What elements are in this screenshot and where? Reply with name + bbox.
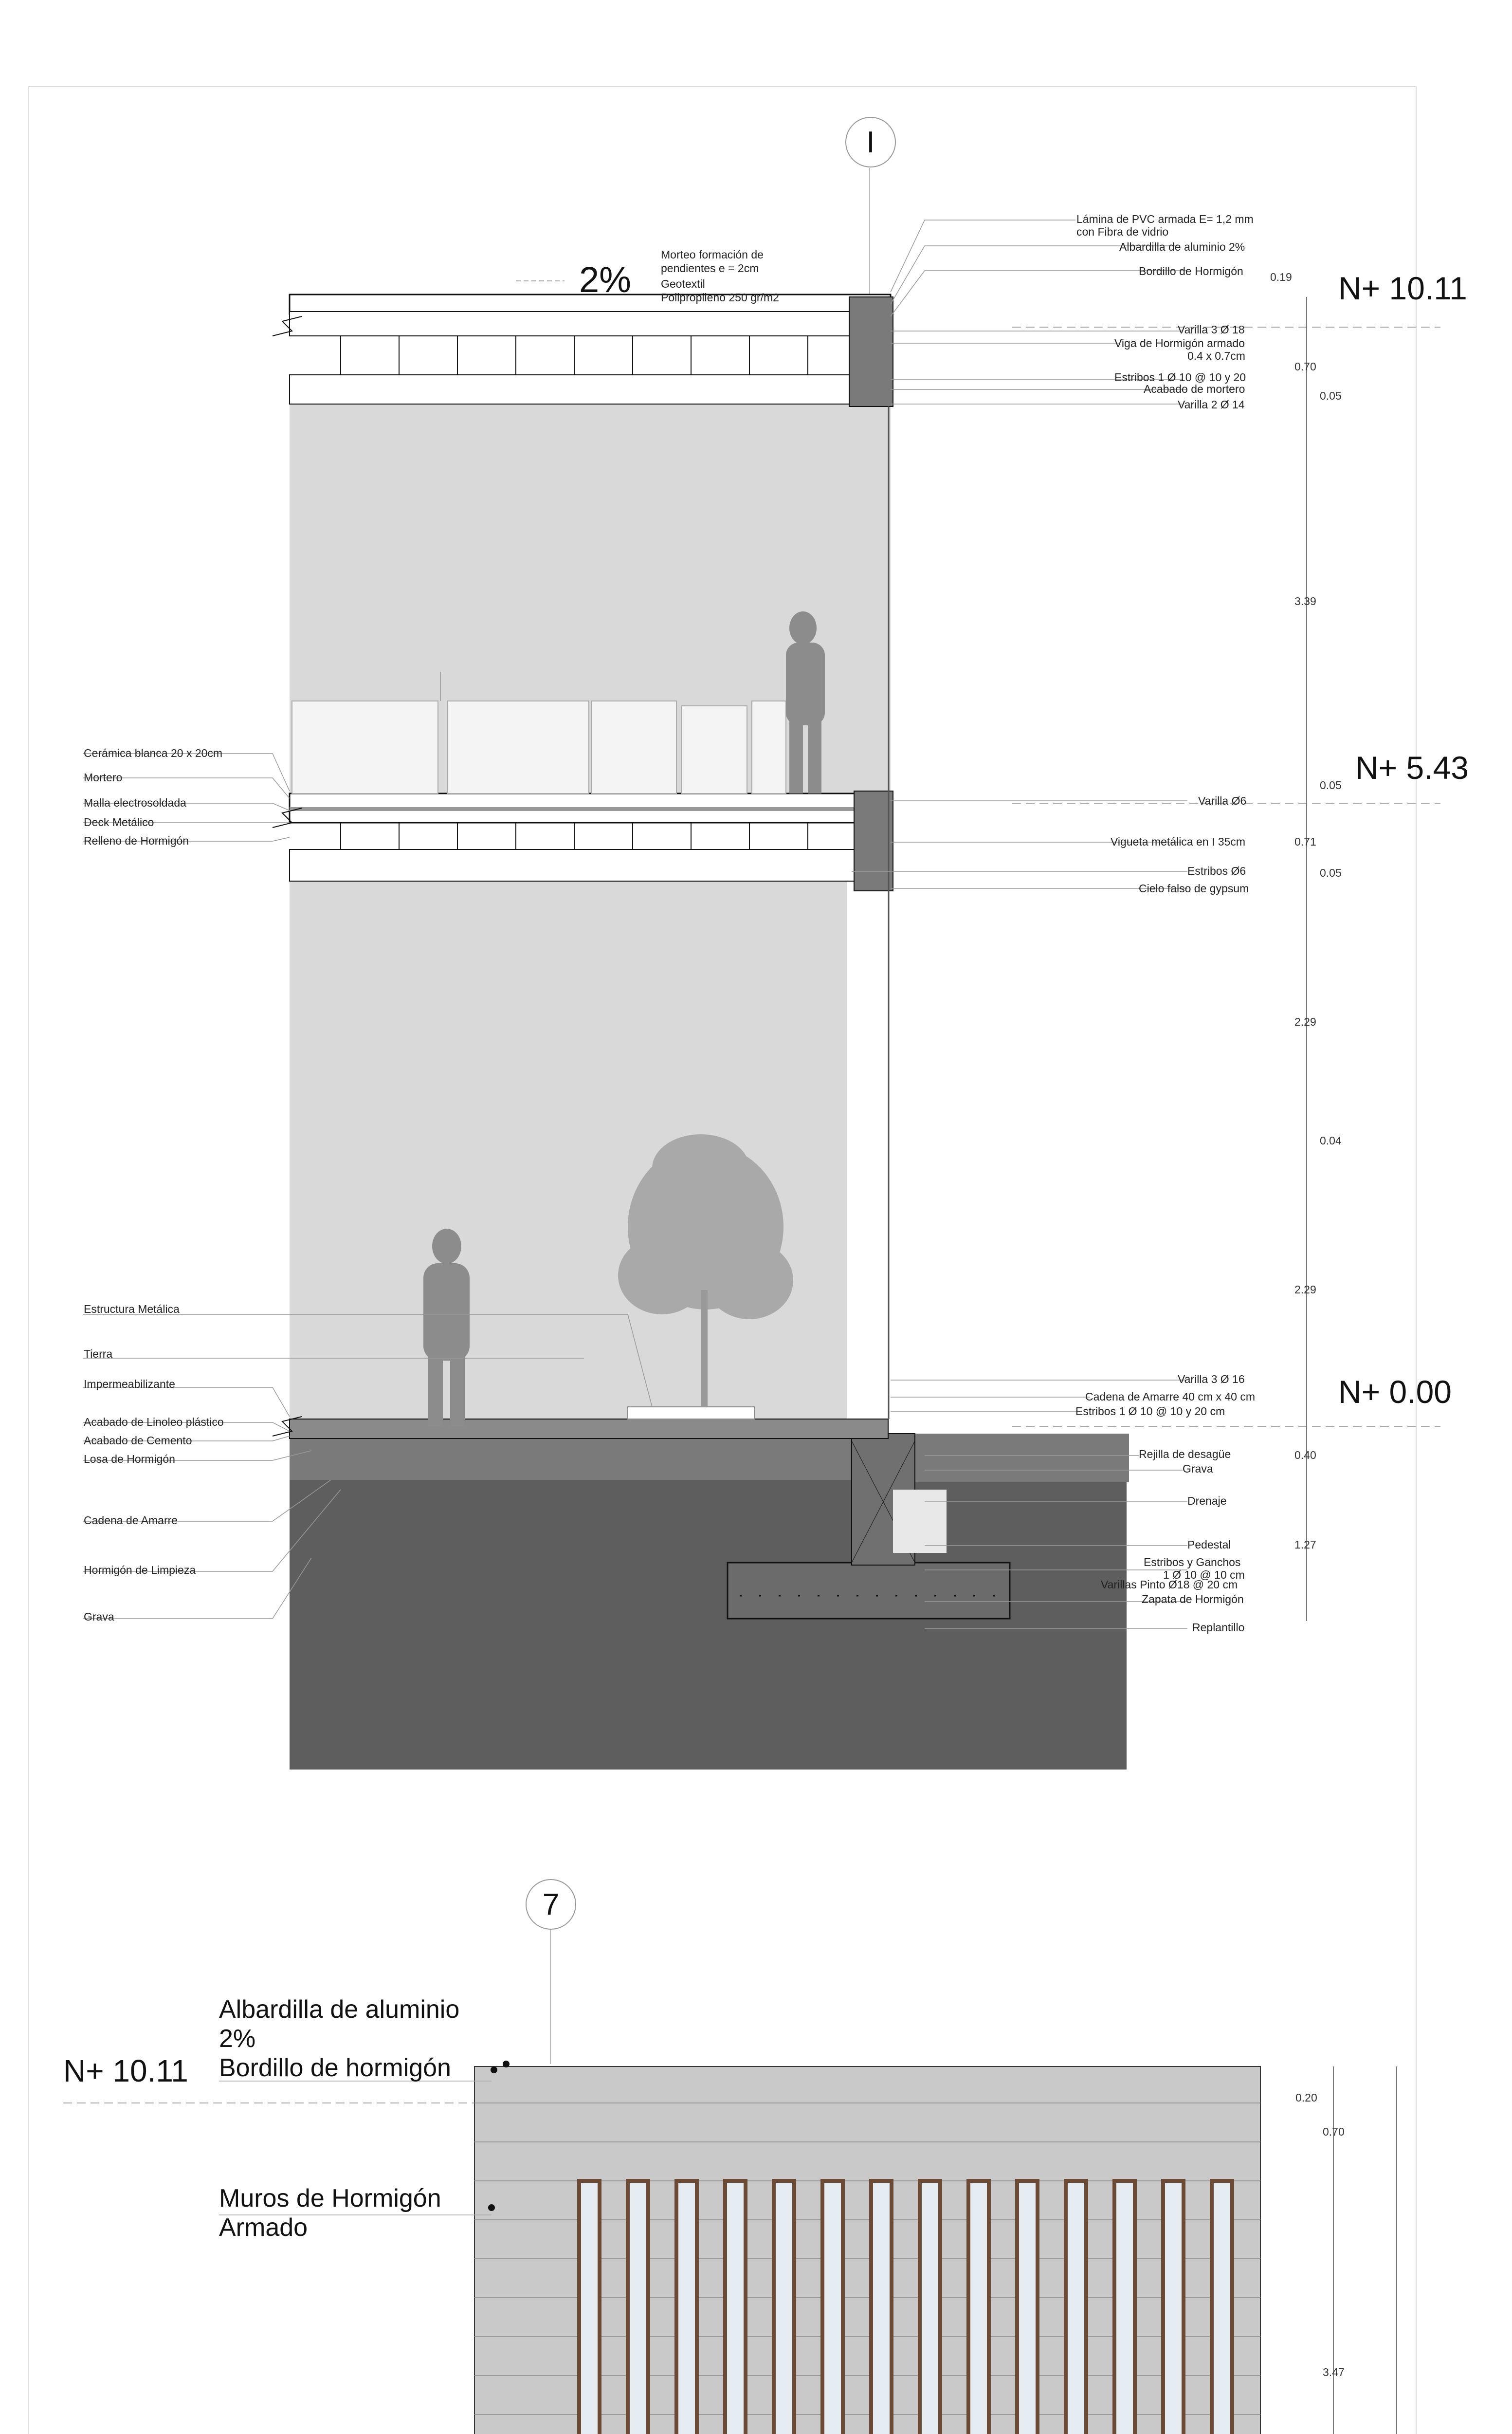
section-dim: 3.39 [1294,595,1316,608]
elev-label-albardilla: Albardilla de aluminio [219,1995,460,2024]
level-top-section: N+ 10.11 [1338,270,1467,306]
label-relleno: Relleno de Hormigón [84,834,189,847]
label-mortero: Mortero [84,771,123,784]
roof-note-mortar-2: pendientes e = 2cm [661,262,759,275]
label-limpieza: Hormigón de Limpieza [84,1564,196,1576]
elev-label-muros-2: Armado [219,2213,308,2242]
label-cielo: Cielo falso de gypsum [1139,882,1249,895]
label-cadena: Cadena de Amarre 40 cm x 40 cm [1085,1390,1255,1403]
level-mid-section: N+ 5.43 [1355,750,1469,786]
label-varillas-pinto: Varillas Pinto Ø18 @ 20 cm [1101,1578,1238,1591]
label-replantillo: Replantillo [1192,1621,1245,1634]
label-grava-left: Grava [84,1610,114,1623]
section-dim: 1.27 [1294,1538,1316,1551]
section-axis-marker: I [845,117,896,167]
label-malla: Malla electrosoldada [84,796,186,809]
label-estribos-ganchos: Estribos y Ganchos [1144,1556,1241,1568]
label-cadena-amarre: Cadena de Amarre [84,1514,178,1527]
label-rejilla: Rejilla de desagüe [1139,1448,1231,1460]
label-viga-2: 0.4 x 0.7cm [1187,350,1245,362]
elevation-axis-marker: 7 [526,1879,576,1930]
label-losa: Losa de Hormigón [84,1453,175,1465]
label-varilla-318: Varilla 3 Ø 18 [1178,323,1245,336]
label-drenaje: Drenaje [1187,1494,1227,1507]
label-vigueta: Vigueta metálica en I 35cm [1111,835,1246,848]
label-varilla-214: Varilla 2 Ø 14 [1178,398,1245,411]
section-dim: 2.29 [1294,1015,1316,1028]
label-estribos-1: Estribos 1 Ø 10 @ 10 y 20 [1114,371,1246,384]
elev-label-muros: Muros de Hormigón [219,2184,441,2213]
label-varilla-316: Varilla 3 Ø 16 [1178,1373,1245,1385]
label-grava-right: Grava [1183,1462,1213,1475]
label-tierra: Tierra [84,1347,113,1360]
label-impermeabilizante: Impermeabilizante [84,1378,175,1390]
level-top-elevation: N+ 10.11 [63,2053,188,2088]
section-dim: 0.05 [1320,779,1342,792]
label-pvc-2: con Fibra de vidrio [1076,225,1169,238]
level-base-section: N+ 0.00 [1338,1374,1452,1410]
label-viga: Viga de Hormigón armado [1114,337,1245,350]
section-dim: 0.04 [1320,1134,1342,1147]
elevation-dim: 0.70 [1323,2125,1345,2138]
label-bordillo: Bordillo de Hormigón [1139,265,1243,277]
section-dim: 0.71 [1294,835,1316,848]
section-dim: 0.05 [1320,867,1342,879]
section-dim: 2.29 [1294,1283,1316,1296]
elevation-dim: 0.20 [1295,2091,1317,2104]
roof-note-mortar: Morteo formación de [661,248,764,261]
elevation-dim: 3.47 [1323,2366,1345,2379]
elev-label-albardilla-pct: 2% [219,2025,256,2053]
label-deck: Deck Metálico [84,816,154,829]
label-estribos-6: Estribos Ø6 [1187,865,1246,877]
label-linoleo: Acabado de Linoleo plástico [84,1416,224,1428]
label-estribos-ganchos-2: 1 Ø 10 @ 10 cm [1163,1568,1245,1581]
label-zapata: Zapata de Hormigón [1142,1593,1244,1605]
label-estribos-2: Estribos 1 Ø 10 @ 10 y 20 cm [1075,1405,1225,1418]
roof-note-polypropylene: Polipropileno 250 gr/m2 [661,291,779,304]
roof-slope-percent: 2% [579,259,631,300]
label-cemento: Acabado de Cemento [84,1434,192,1447]
section-dim: 0.40 [1294,1449,1316,1461]
roof-note-geotextile: Geotextil [661,277,705,290]
label-albardilla: Albardilla de aluminio 2% [1119,240,1245,253]
section-dim: 0.19 [1270,271,1292,283]
label-estructura: Estructura Metálica [84,1303,180,1315]
label-acabado-mortero: Acabado de mortero [1144,383,1245,395]
label-ceramica: Cerámica blanca 20 x 20cm [84,747,223,759]
elev-label-bordillo: Bordillo de hormigón [219,2054,451,2082]
label-pedestal: Pedestal [1187,1538,1231,1551]
section-dim: 0.05 [1320,389,1342,402]
label-pvc: Lámina de PVC armada E= 1,2 mm [1076,213,1254,225]
section-dim: 0.70 [1294,360,1316,373]
label-varilla-6: Varilla Ø6 [1198,794,1247,807]
